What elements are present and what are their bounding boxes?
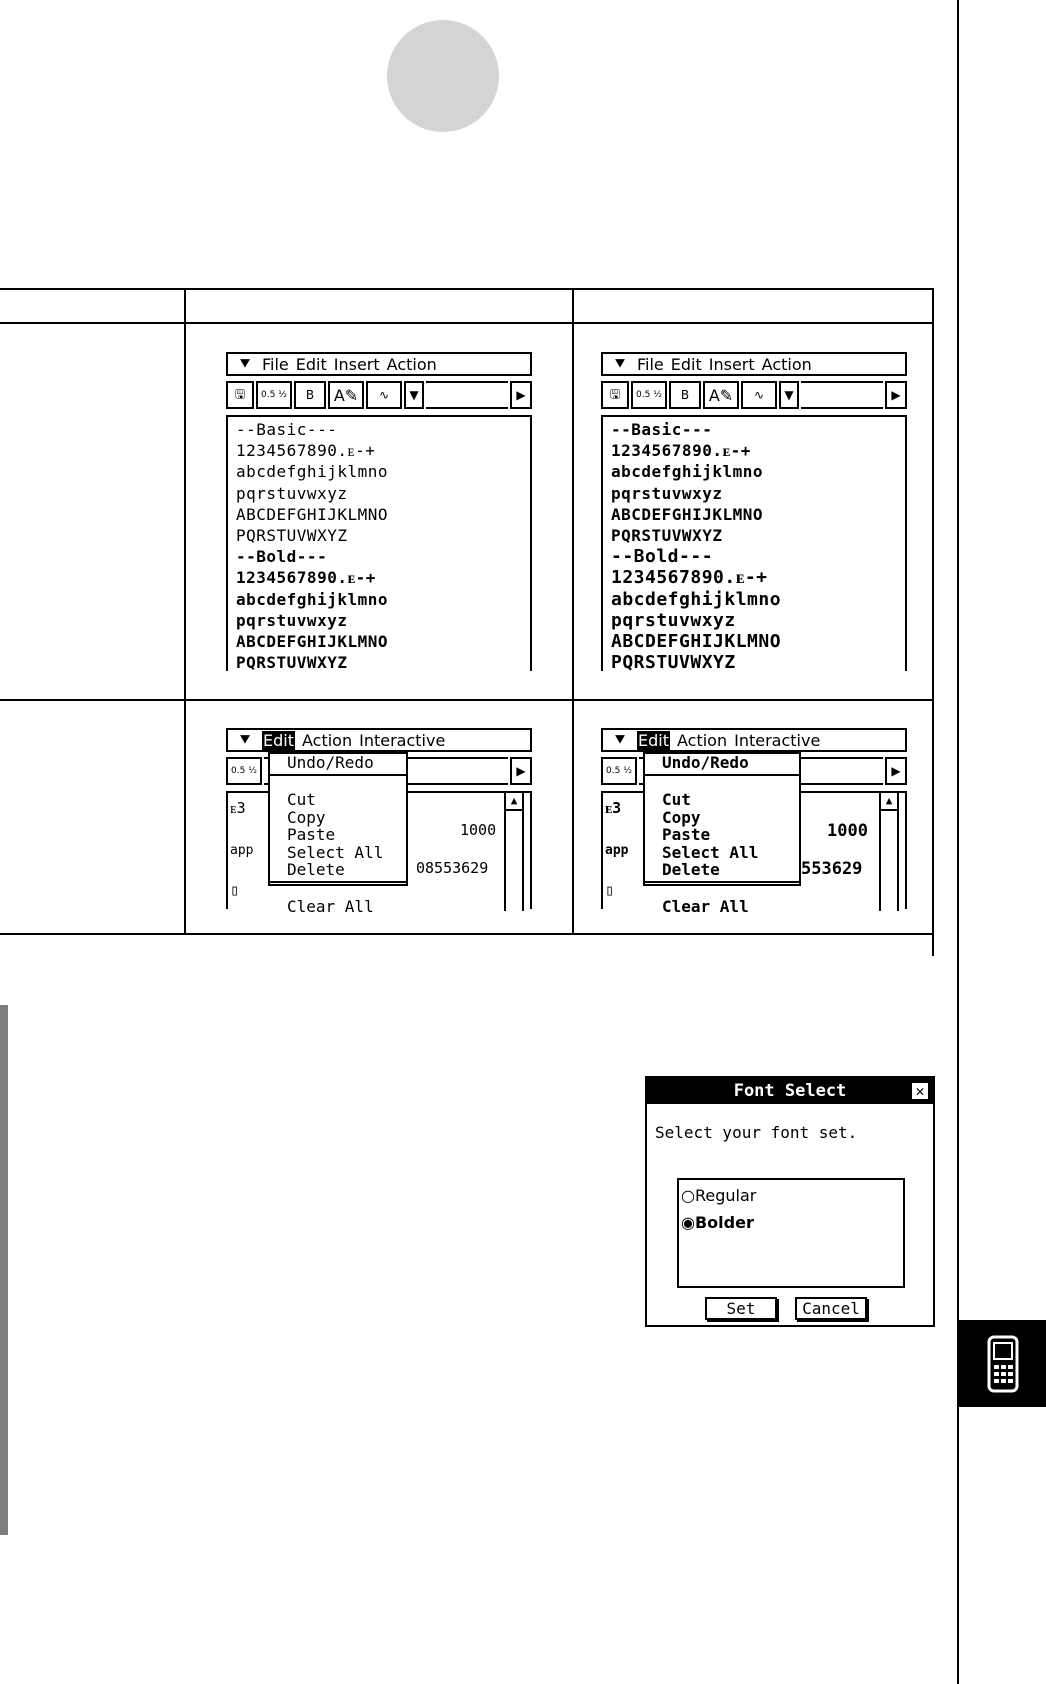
menu-delete[interactable]: Delete [287,860,345,879]
save-icon[interactable]: 🖫 [601,381,629,409]
vertical-scrollbar[interactable] [504,793,524,911]
edit-menu-popup [268,752,408,916]
menu-undo-redo[interactable]: Undo/Redo [662,753,749,772]
result-value: 1000 [460,821,497,839]
radio-checked-icon[interactable]: ◉ [681,1213,695,1232]
toolbar-scroll-right-icon[interactable]: ▶ [885,757,907,785]
bold-lower1: abcdefghijklmno [611,588,782,610]
menu-file[interactable]: File [637,354,664,374]
basic-header: --Basic--- [236,420,338,439]
basic-lower1: abcdefghijklmno [236,462,388,482]
chapter-tab [959,1320,1046,1407]
font-select-dialog [645,1076,935,1327]
note-margin-bar [0,1005,8,1535]
menu-interactive[interactable]: Interactive [359,730,446,750]
menu-insert[interactable]: Insert [708,354,755,374]
vertical-scrollbar[interactable] [879,793,899,911]
basic-header: --Basic--- [611,420,713,439]
entry-expression: ᴇ3 [230,799,246,817]
graph-icon[interactable]: ∿ [366,381,402,409]
font-option-list [677,1178,905,1288]
menu-action[interactable]: Action [676,730,728,750]
menu-select-all[interactable]: Select All [662,842,759,862]
basic-lower1: abcdefghijklmno [611,462,763,482]
dialog-title: Font Select [733,1081,847,1101]
menu-edit[interactable]: Edit [263,730,294,750]
menu-interactive[interactable]: Interactive [734,730,821,750]
scroll-up-icon[interactable]: ▲ [506,793,522,811]
fraction-toggle-button[interactable]: 0.5 ½ [631,381,667,409]
close-icon[interactable]: ✕ [911,1082,929,1100]
bold-upper1: ABCDEFGHIJKLMNO [611,630,782,652]
option-regular-label: Regular [694,1186,757,1205]
menu-insert[interactable]: Insert [333,354,380,374]
input-cursor[interactable]: ▯ [605,881,615,899]
menu-clear-all[interactable]: Clear All [287,897,374,916]
fraction-toggle-button[interactable]: 0.5 ½ [601,757,637,785]
menu-file[interactable]: File [262,354,289,374]
menu-action[interactable]: Action [386,354,437,374]
menu-down-icon[interactable]: ⯆ [238,354,252,373]
basic-lower2: pqrstuvwxyz [236,483,348,503]
text-sample-area [226,415,532,671]
menu-bar [601,728,907,752]
menu-bar [226,728,532,752]
menu-action[interactable]: Action [761,354,812,374]
edit-menu-popup [643,752,801,916]
menu-copy[interactable]: Copy [662,807,701,827]
bold-lower2: pqrstuvwxyz [236,610,348,630]
result-value: 1000 [827,821,868,841]
menu-edit[interactable]: Edit [295,354,327,374]
menu-undo-redo[interactable]: Undo/Redo [287,753,374,772]
page-number-circle [387,20,499,132]
basic-upper1: ABCDEFGHIJKLMNO [611,504,763,524]
graph-icon[interactable]: ∿ [741,381,777,409]
dropdown-arrow-icon[interactable]: ▼ [779,381,799,409]
bold-upper2: PQRSTUVWXYZ [236,653,348,671]
text-style-icon[interactable]: A✎ [328,381,364,409]
menu-paste[interactable]: Paste [662,825,711,844]
bold-upper1: ABCDEFGHIJKLMNO [236,631,388,651]
approx-command: app [230,843,254,858]
bold-upper2: PQRSTUVWXYZ [611,652,736,671]
menu-cut[interactable]: Cut [287,790,316,809]
toolbar [226,381,532,409]
menu-edit[interactable]: Edit [670,354,702,374]
option-bolder[interactable] [681,1211,903,1238]
basic-digits: 1234567890.ᴇ-+ [611,441,751,461]
option-bolder-label: Bolder [694,1213,754,1232]
radio-unchecked-icon[interactable]: ○ [681,1186,695,1205]
dialog-prompt: Select your font set. [655,1123,858,1142]
bold-lower2: pqrstuvwxyz [611,609,736,631]
fraction-toggle-button[interactable]: 0.5 ½ [256,381,292,409]
fraction-toggle-button[interactable]: 0.5 ½ [226,757,262,785]
toolbar-scroll-right-icon[interactable]: ▶ [510,757,532,785]
toolbar-scroll-right-icon[interactable]: ▶ [885,381,907,409]
menu-delete[interactable]: Delete [662,860,720,879]
basic-upper2: PQRSTUVWXYZ [611,525,723,545]
menu-copy[interactable]: Copy [287,807,326,827]
menu-action[interactable]: Action [301,730,353,750]
calculator-icon [986,1335,1020,1393]
bold-lower1: abcdefghijklmno [236,589,388,609]
menu-down-icon[interactable]: ⯆ [613,354,627,373]
bold-digits: 1234567890.ᴇ-+ [236,568,376,588]
input-cursor[interactable]: ▯ [230,881,240,899]
menu-paste[interactable]: Paste [287,825,336,844]
bold-header: --Bold--- [236,547,328,567]
decimal-result: 553629 [801,859,863,879]
toolbar-scroll-right-icon[interactable]: ▶ [510,381,532,409]
option-regular[interactable] [681,1184,903,1211]
decimal-result: 08553629 [416,859,489,877]
cancel-button[interactable]: Cancel [795,1297,867,1320]
dropdown-arrow-icon[interactable]: ▼ [404,381,424,409]
menu-clear-all[interactable]: Clear All [662,897,749,916]
basic-lower2: pqrstuvwxyz [611,483,723,503]
menu-bar [601,352,907,376]
bold-digits: 1234567890.ᴇ-+ [611,567,768,589]
menu-down-icon[interactable]: ⯆ [238,730,252,749]
text-style-icon[interactable]: A✎ [703,381,739,409]
entry-expression: ᴇ3 [605,799,622,817]
menu-bar [226,352,532,376]
text-sample-area [601,415,907,671]
basic-upper1: ABCDEFGHIJKLMNO [236,504,388,524]
toolbar [601,381,907,409]
right-margin-rule [957,0,959,1684]
bold-header: --Bold--- [611,546,714,568]
bold-button[interactable]: B [294,381,326,409]
approx-command: app [605,843,629,858]
scroll-up-icon[interactable]: ▲ [881,793,897,811]
menu-cut[interactable]: Cut [662,790,691,809]
save-icon[interactable]: 🖫 [226,381,254,409]
basic-upper2: PQRSTUVWXYZ [236,525,348,545]
bold-button[interactable]: B [669,381,701,409]
menu-select-all[interactable]: Select All [287,842,384,862]
menu-down-icon[interactable]: ⯆ [613,730,627,749]
menu-edit[interactable]: Edit [638,730,669,750]
set-button[interactable]: Set [705,1297,777,1320]
basic-digits: 1234567890.ᴇ-+ [236,441,376,461]
